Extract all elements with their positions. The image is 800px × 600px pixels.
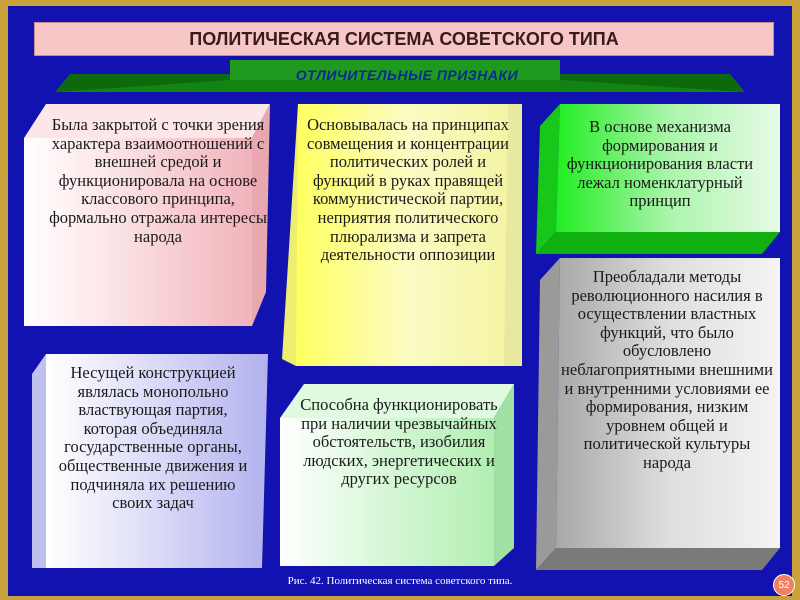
feature-block-6 — [536, 258, 780, 570]
figure-caption: Рис. 42. Политическая система советского типа. — [287, 575, 513, 587]
feature-text-5: Способна функционировать при наличии чрезвычайных обстоятельств, изобилия людских, энергетических и других ресурсов — [300, 396, 498, 489]
feature-block-5 — [280, 384, 514, 566]
page-number: 52 — [773, 574, 795, 596]
feature-text-6: Преобладали методы революционного насилия в осуществлении властных функций, что было обусловлено неблагоприятными внешними и внутренними условиями ее формирования, низким уровнем общей и политической культуры народа — [561, 268, 773, 472]
feature-text-4: Несущей конструкцией являлась монопольно властвующая партия, которая объединяла государственные органы, общественные движения и подчиняла их решению своих задач — [58, 364, 248, 513]
subtitle-label: ОТЛИЧИТЕЛЬНЫЕ ПРИЗНАКИ — [295, 67, 519, 83]
page-title: ПОЛИТИЧЕСКАЯ СИСТЕМА СОВЕТСКОГО ТИПА — [34, 22, 774, 56]
feature-block-2 — [282, 104, 522, 366]
feature-block-4 — [32, 354, 268, 568]
feature-text-3: В основе механизма формирования и функционирования власти лежал номенклатурный принцип — [566, 118, 754, 211]
feature-text-1: Была закрытой с точки зрения характера взаимоотношений с внешней средой и функционировала на основе классового принципа, формально отражала интересы народа — [49, 116, 267, 246]
feature-text-2: Основывалась на принципах совмещения и концентрации политических ролей и функций в руках правящей коммунистической партии, неприятия политического плюрализма и запрета деятельности оппозиции — [307, 116, 509, 265]
feature-block-1 — [24, 104, 270, 326]
feature-block-3 — [536, 104, 780, 254]
